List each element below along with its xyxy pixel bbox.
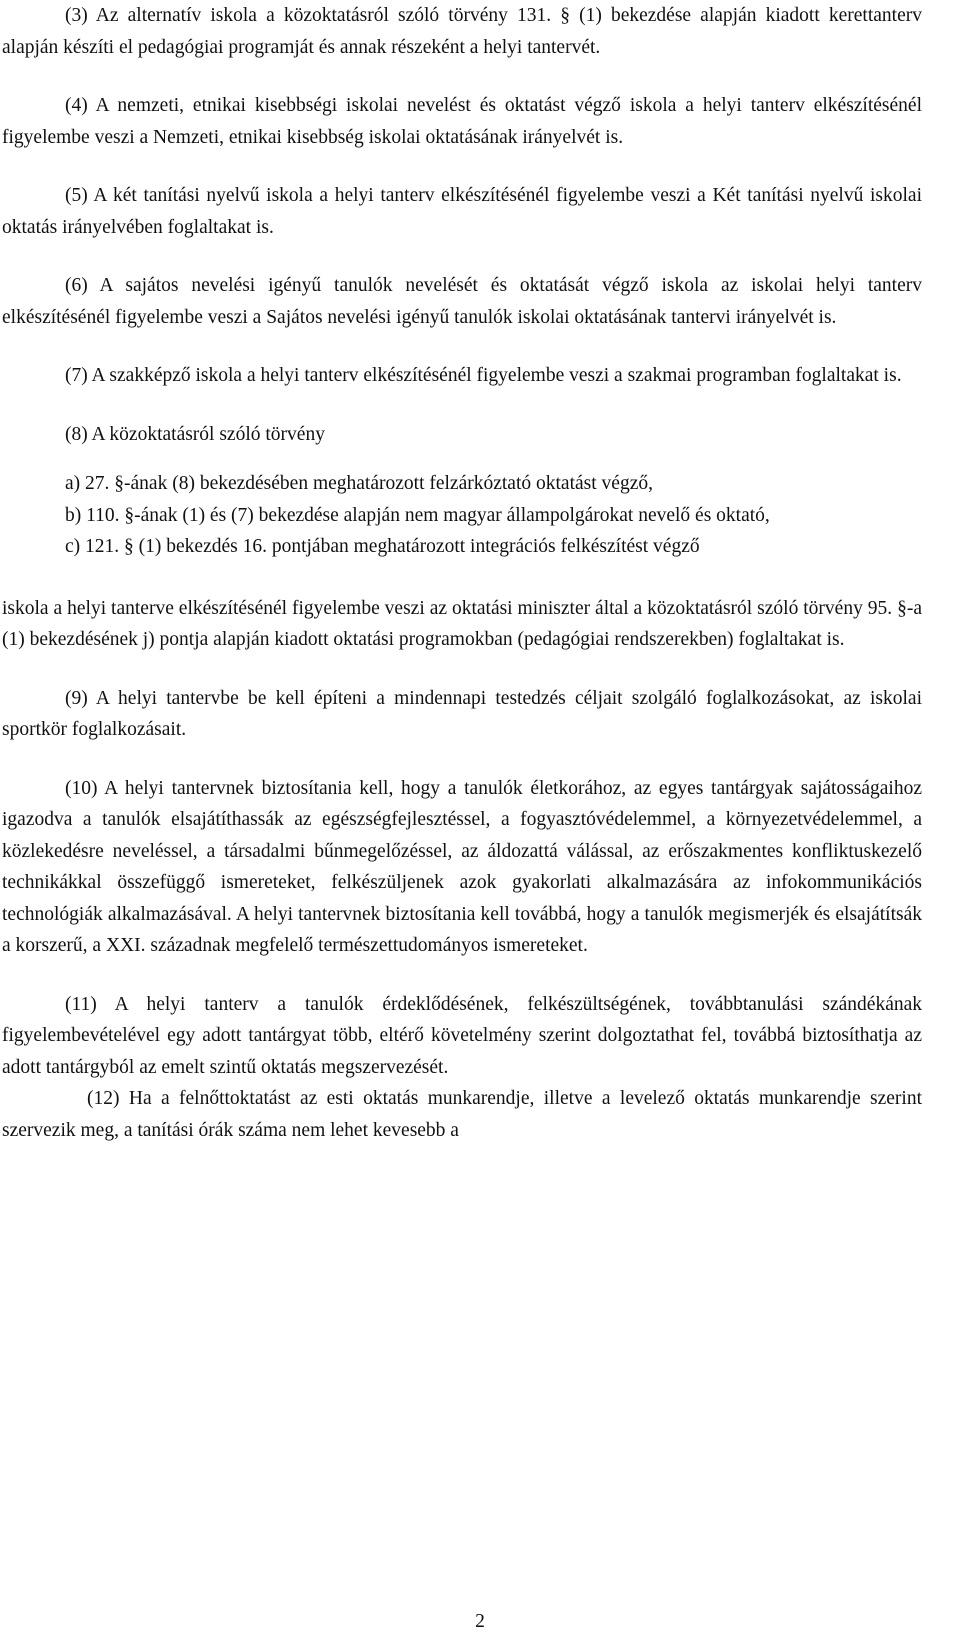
list-item-c: c) 121. § (1) bekezdés 16. pontjában meghatározott integrációs felkészítést végző bbox=[65, 536, 700, 557]
paragraph-8-list bbox=[2, 468, 922, 563]
paragraph-5: (5) A két tanítási nyelvű iskola a helyi tanterv elkészítésénél figyelembe veszi a Két tanítási nyelvű iskolai oktatás irányelvében foglaltakat is. bbox=[2, 185, 922, 238]
list-item-b: b) 110. §-ának (1) és (7) bekezdése alapján nem magyar állampolgárokat nevelő és oktató, bbox=[65, 504, 770, 526]
paragraph-8: (8) A közoktatásról szóló törvény bbox=[65, 423, 325, 445]
paragraph-7: (7) A szakképző iskola a helyi tanterv elkészítésénél figyelembe veszi a szakmai programban foglaltakat is. bbox=[65, 365, 902, 386]
paragraph-12: (12) Ha a felnőttoktatást az esti oktatás munkarendje, illetve a levelező oktatás munkarendje szerint szervezik meg, a tanítási órák száma nem lehet kevesebb a bbox=[2, 1088, 922, 1141]
paragraph-6: (6) A sajátos nevelési igényű tanulók nevelését és oktatását végző iskola az iskolai helyi tanterv elkészítésénél figyelembe veszi a Sajátos nevelési igényű tanulók iskolai oktatásának tantervi irányelvét is. bbox=[2, 275, 922, 328]
paragraph-4: (4) A nemzeti, etnikai kisebbségi iskolai nevelést és oktatást végző iskola a helyi tanterv elkészítésénél figyelembe veszi a Nemzeti, etnikai kisebbség iskolai oktatásának irányelvét is. bbox=[2, 95, 922, 148]
page-number: 2 bbox=[475, 1611, 485, 1632]
paragraph-11: (11) A helyi tanterv a tanulók érdeklődésének, felkészültségének, továbbtanulási szándékának figyelembevételével egy adott tantárgyat több, eltérő követelmény szerint dolgoztathat fel, továbbá biztosíthatja az adott tantárgyból az emelt szintű oktatás megszervezését. bbox=[2, 993, 922, 1078]
paragraph-8-continuation: iskola a helyi tanterve elkészítésénél figyelembe veszi az oktatási miniszter által a közoktatásról szóló törvény 95. §-a (1) bekezdésének j) pontja alapján kiadott oktatási programokban (pedagógiai rendszerekben) foglaltakat is. bbox=[2, 597, 922, 650]
paragraph-10: (10) A helyi tantervnek biztosítania kell, hogy a tanulók életkorához, az egyes tantárgyak sajátosságaihoz igazodva a tanulók elsajátíthassák az egészségfejlesztéssel, a fogyasztóvédelemmel, a környezetvédelemmel, a közlekedésre neveléssel, a társadalmi bűnmegelőzéssel, az áldozattá válással, az erőszakmentes konfliktuskezelő technikákkal összefüggő ismereteket, felkészüljenek azok gyakorlati alkalmazására az infokommunikációs technológiák alkalmazásával. A helyi tantervnek biztosítania kell továbbá, hogy a tanulók megismerjék és elsajátítsák a korszerű, a XXI. századnak megfelelő természettudományos ismereteket. bbox=[2, 777, 922, 956]
paragraph-9: (9) A helyi tantervbe be kell építeni a mindennapi testedzés céljait szolgáló foglalkozásokat, az iskolai sportkör foglalkozásait. bbox=[2, 687, 922, 740]
list-item-a: a) 27. §-ának (8) bekezdésében meghatározott felzárkóztató oktatást végző, bbox=[65, 473, 653, 494]
paragraph-3: (3) Az alternatív iskola a közoktatásról szóló törvény 131. § (1) bekezdése alapján kiadott kerettanterv alapján készíti el pedagógiai programját és annak részeként a helyi tantervét. bbox=[2, 5, 922, 58]
